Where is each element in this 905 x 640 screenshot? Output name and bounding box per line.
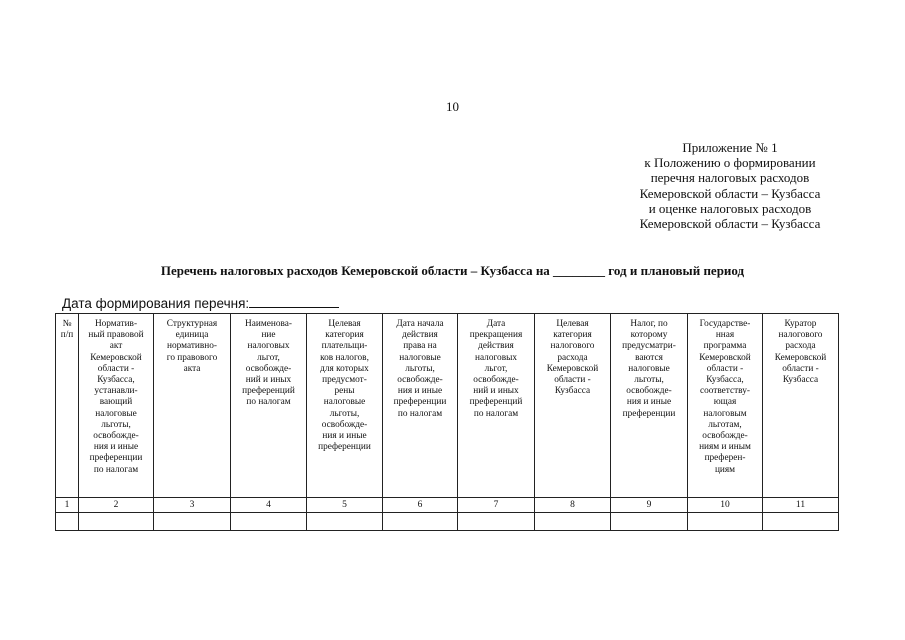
column-number-row — [56, 498, 839, 513]
column-number: 11 — [763, 498, 839, 513]
column-number: 9 — [611, 498, 688, 513]
table-cell — [458, 513, 535, 531]
appendix-line: Приложение № 1 — [682, 140, 778, 155]
column-header: Дата начала действия права на налоговые льготы, освобожде- ния и иные преференции по налогам — [383, 314, 458, 498]
column-number: 5 — [307, 498, 383, 513]
table-cell — [688, 513, 763, 531]
column-number: 7 — [458, 498, 535, 513]
page-number: 10 — [446, 99, 459, 114]
formation-date-label: Дата формирования перечня: — [62, 296, 250, 311]
column-number: 8 — [535, 498, 611, 513]
column-header: Дата прекращения действия налоговых льгот, освобожде- ний и иных преференций по налогам — [458, 314, 535, 498]
table-cell — [56, 513, 79, 531]
column-header: Структурная единица нормативно- го правового акта — [154, 314, 231, 498]
appendix-line: перечня налоговых расходов — [650, 170, 810, 186]
column-header: Налог, по которому предусматри- ваются налоговые льготы, освобожде- ния и иные преференции — [611, 314, 688, 498]
column-header: Целевая категория плательщи- ков налогов, для которых предусмот- рены налоговые льготы, освобожде- ния и иные преференции — [307, 314, 383, 498]
column-header: Наименова- ние налоговых льгот, освобожде- ний и иных преференций по налогам — [231, 314, 307, 498]
formation-date-field — [62, 295, 339, 311]
column-header: Целевая категория налогового расхода Кемеровской области - Кузбасса — [535, 314, 611, 498]
table-cell — [154, 513, 231, 531]
table-cell — [535, 513, 611, 531]
column-number: 1 — [56, 498, 79, 513]
column-number: 3 — [154, 498, 231, 513]
table-cell — [231, 513, 307, 531]
appendix-line: и оценке налоговых расходов — [648, 200, 812, 216]
table-cell — [611, 513, 688, 531]
column-number: 4 — [231, 498, 307, 513]
column-header: Куратор налогового расхода Кемеровской области - Кузбасса — [763, 314, 839, 498]
column-number: 10 — [688, 498, 763, 513]
column-header: № п/п — [56, 314, 79, 498]
appendix-line: Кемеровской области – Кузбасса — [639, 216, 821, 232]
column-header: Норматив- ный правовой акт Кемеровской области - Кузбасса, устанавли- вающий налоговые льготы, освобожде- ния и иные преференции по налогам — [79, 314, 154, 498]
formation-date-blank — [249, 295, 339, 308]
table-cell — [383, 513, 458, 531]
column-number: 2 — [79, 498, 154, 513]
appendix-note — [540, 140, 905, 231]
appendix-line: Кемеровской области – Кузбасса — [639, 185, 821, 201]
table-row — [56, 513, 839, 531]
table-cell — [763, 513, 839, 531]
document-title: Перечень налоговых расходов Кемеровской области – Кузбасса на ________ год и плановый период — [160, 263, 745, 278]
appendix-line: к Положению о формировании — [644, 155, 816, 171]
table-cell — [79, 513, 154, 531]
tax-expenditures-table — [55, 313, 839, 531]
column-number: 6 — [383, 498, 458, 513]
column-header: Государстве- нная программа Кемеровской области - Кузбасса, соответству- ющая налоговым льготам, освобожде- ниям и иным преферен- циям — [688, 314, 763, 498]
table-header-row — [56, 314, 839, 498]
table-cell — [307, 513, 383, 531]
